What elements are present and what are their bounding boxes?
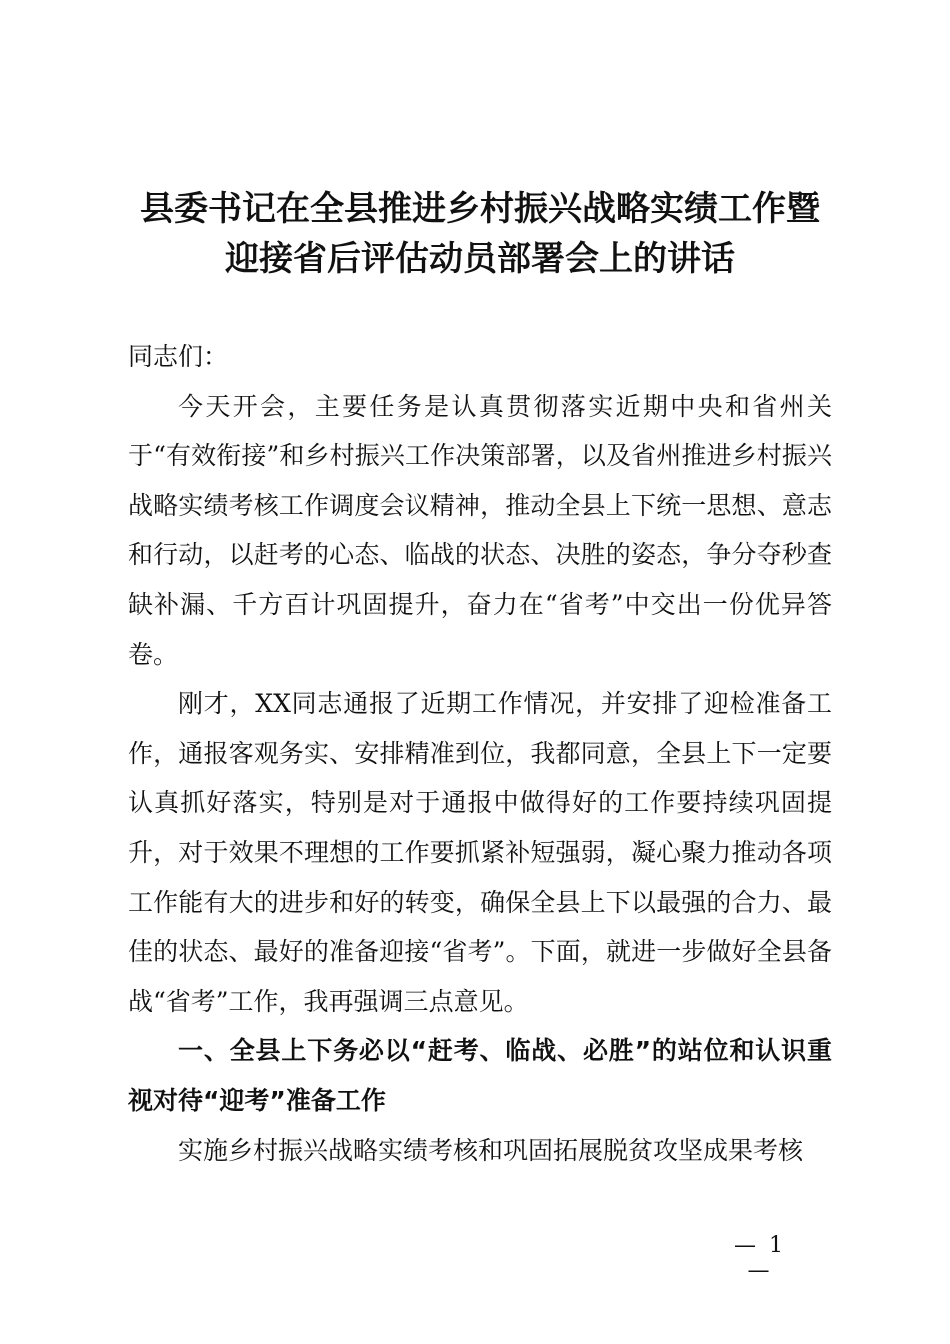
section-heading-1: 一、全县上下务必以“赶考、临战、必胜”的站位和认识重视对待“迎考”准备工作 <box>128 1036 832 1115</box>
paragraph-3: 实施乡村振兴战略实绩考核和巩固拓展脱贫攻坚成果考核 <box>178 1135 804 1165</box>
document-body <box>128 332 832 1175</box>
document-title <box>110 184 850 284</box>
title-line-2: 迎接省后评估动员部署会上的讲话 <box>225 239 735 279</box>
salutation: 同志们： <box>128 342 229 371</box>
paragraph-1: 今天开会，主要任务是认真贯彻落实近期中央和省州关于“有效衔接”和乡村振兴工作决策部署，以及省州推进乡村振兴战略实绩考核工作调度会议精神，推动全县上下统一思想、意志和行动，以赶考的心态、临战的状态、决胜的姿态，争分夺秒查缺补漏、千方百计巩固提升，奋力在“省考”中交出一份优异答卷。 <box>128 391 832 669</box>
page-number: — 1 — <box>734 1233 786 1283</box>
paragraph-2: 刚才，XX同志通报了近期工作情况，并安排了迎检准备工作，通报客观务实、安排精准到位，我都同意，全县上下一定要认真抓好落实，特别是对于通报中做得好的工作要持续巩固提升，对于效果不理想的工作要抓紧补短强弱，凝心聚力推动各项工作能有大的进步和好的转变，确保全县上下以最强的合力、最佳的状态、最好的准备迎接“省考”。下面，就进一步做好全县备战“省考”工作，我再强调三点意见。 <box>128 689 832 1016</box>
title-line-1: 县委书记在全县推进乡村振兴战略实绩工作暨 <box>140 189 820 229</box>
